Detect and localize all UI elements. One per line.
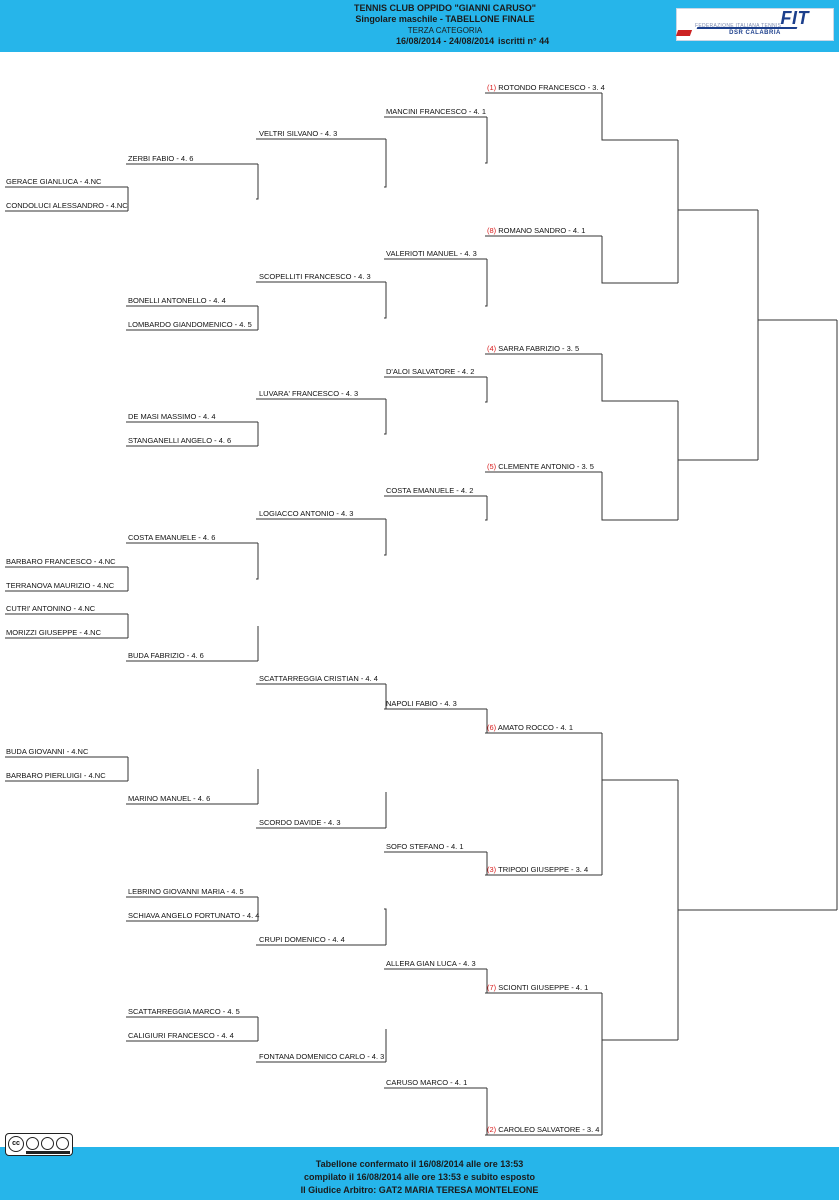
- player-col1-2: CONDOLUCI ALESSANDRO - 4.NC: [6, 201, 128, 210]
- bracket-line: [678, 140, 758, 1040]
- seeded-player-4: [487, 344, 579, 353]
- bracket-line: [485, 93, 602, 1135]
- player-name: ROTONDO FRANCESCO - 3. 4: [498, 83, 605, 92]
- player-col2-4: DE MASI MASSIMO - 4. 4: [128, 412, 216, 421]
- player-col2-1: ZERBI FABIO - 4. 6: [128, 154, 194, 163]
- seed-number: (5): [487, 462, 497, 471]
- player-col2-12: CALIGIURI FRANCESCO - 4. 4: [128, 1031, 234, 1040]
- seed-number: (1): [487, 83, 497, 92]
- player-col4-7: ALLERA GIAN LUCA - 4. 3: [386, 959, 476, 968]
- seed-number: (6): [487, 723, 497, 732]
- confirmed-note: Tabellone confermato il 16/08/2014 alle ore 13:53: [315, 1159, 524, 1169]
- player-col2-6: COSTA EMANUELE - 4. 6: [128, 533, 216, 542]
- player-name: AMATO ROCCO - 4. 1: [497, 723, 573, 732]
- player-col4-2: VALERIOTI MANUEL - 4. 3: [386, 249, 477, 258]
- player-col3-7: CRUPI DOMENICO - 4. 4: [259, 935, 345, 944]
- player-name: CAROLEO SALVATORE - 3. 4: [498, 1125, 600, 1134]
- player-col2-3: LOMBARDO GIANDOMENICO - 4. 5: [128, 320, 252, 329]
- player-col3-2: SCOPELLITI FRANCESCO - 4. 3: [259, 272, 371, 281]
- player-col4-3: D'ALOI SALVATORE - 4. 2: [386, 367, 475, 376]
- cc-circle-icon: cc: [8, 1136, 24, 1152]
- player-col1-5: CUTRI' ANTONINO - 4.NC: [6, 604, 96, 613]
- player-col1-3: BARBARO FRANCESCO - 4.NC: [6, 557, 116, 566]
- player-col1-8: BARBARO PIERLUIGI - 4.NC: [6, 771, 106, 780]
- player-name: TRIPODI GIUSEPPE - 3. 4: [498, 865, 589, 874]
- seed-number: (8): [487, 226, 497, 235]
- player-name: SARRA FABRIZIO - 3. 5: [498, 344, 580, 353]
- cc-by-icon: [26, 1137, 39, 1150]
- player-col2-7: BUDA FABRIZIO - 4. 6: [128, 651, 204, 660]
- compiled-note: compilato il 16/08/2014 alle ore 13:53 e subito esposto: [303, 1172, 536, 1182]
- creative-commons-icon: [5, 1133, 73, 1156]
- player-col4-5: NAPOLI FABIO - 4. 3: [386, 699, 457, 708]
- player-col1-6: MORIZZI GIUSEPPE - 4.NC: [6, 628, 102, 637]
- player-col1-1: GERACE GIANLUCA - 4.NC: [6, 177, 102, 186]
- logo-fit-text: FIT: [780, 8, 809, 28]
- player-col4-4: COSTA EMANUELE - 4. 2: [386, 486, 474, 495]
- seeded-player-6: [487, 723, 573, 732]
- seed-number: (2): [487, 1125, 497, 1134]
- player-col2-9: LEBRINO GIOVANNI MARIA - 4. 5: [128, 887, 244, 896]
- seeded-player-8: [487, 226, 585, 235]
- player-col4-8: CARUSO MARCO - 4. 1: [386, 1078, 468, 1087]
- player-col2-5: STANGANELLI ANGELO - 4. 6: [128, 436, 232, 445]
- player-name: CLEMENTE ANTONIO - 3. 5: [498, 462, 594, 471]
- player-col2-2: BONELLI ANTONELLO - 4. 4: [128, 296, 226, 305]
- club-title: TENNIS CLUB OPPIDO "GIANNI CARUSO": [353, 3, 537, 13]
- player-col2-10: SCHIAVA ANGELO FORTUNATO - 4. 4: [128, 911, 260, 920]
- player-col3-3: LUVARA' FRANCESCO - 4. 3: [259, 389, 359, 398]
- cc-sa-icon: [56, 1137, 69, 1150]
- bracket-line: [384, 139, 386, 1062]
- seed-number: (3): [487, 865, 497, 874]
- seeded-player-5: [487, 462, 594, 471]
- bracket-line: [256, 164, 258, 1041]
- referee-note: Il Giudice Arbitro: GAT2 MARIA TERESA MONTELEONE: [300, 1185, 539, 1195]
- seed-number: (7): [487, 983, 497, 992]
- bracket-line: [602, 93, 678, 1135]
- player-col3-1: VELTRI SILVANO - 4. 3: [259, 129, 338, 138]
- footer-bar: [0, 1147, 839, 1200]
- player-col1-4: TERRANOVA MAURIZIO - 4.NC: [6, 581, 115, 590]
- logo-region-text: DSR CALABRIA: [729, 30, 781, 36]
- seeded-player-1: [487, 83, 605, 92]
- entries-count: iscritti n° 44: [498, 36, 550, 46]
- bracket-line: [5, 187, 128, 781]
- seeded-player-3: [487, 865, 588, 874]
- seed-number: (4): [487, 344, 497, 353]
- cc-license-bar: [26, 1151, 70, 1154]
- category-title: TERZA CATEGORIA: [407, 26, 483, 35]
- bracket-line: [384, 117, 487, 1088]
- logo-federation-text: FEDERAZIONE ITALIANA TENNIS: [695, 23, 782, 29]
- seeded-player-7: [487, 983, 588, 992]
- bracket-line: [758, 210, 837, 910]
- seeded-player-2: [487, 1125, 599, 1134]
- player-col4-6: SOFO STEFANO - 4. 1: [386, 842, 464, 851]
- player-col2-8: MARINO MANUEL - 4. 6: [128, 794, 211, 803]
- event-title: Singolare maschile - TABELLONE FINALE: [355, 14, 535, 24]
- player-col3-4: LOGIACCO ANTONIO - 4. 3: [259, 509, 354, 518]
- player-col3-8: FONTANA DOMENICO CARLO - 4. 3: [259, 1052, 385, 1061]
- player-col4-1: MANCINI FRANCESCO - 4. 1: [386, 107, 487, 116]
- cc-nc-icon: [41, 1137, 54, 1150]
- player-col2-11: SCATTARREGGIA MARCO - 4. 5: [128, 1007, 240, 1016]
- player-col3-5: SCATTARREGGIA CRISTIAN - 4. 4: [259, 674, 378, 683]
- player-col3-6: SCORDO DAVIDE - 4. 3: [259, 818, 341, 827]
- player-col1-7: BUDA GIOVANNI - 4.NC: [6, 747, 89, 756]
- player-name: ROMANO SANDRO - 4. 1: [498, 226, 586, 235]
- player-name: SCIONTI GIUSEPPE - 4. 1: [498, 983, 589, 992]
- tournament-dates: 16/08/2014 - 24/08/2014: [396, 36, 495, 46]
